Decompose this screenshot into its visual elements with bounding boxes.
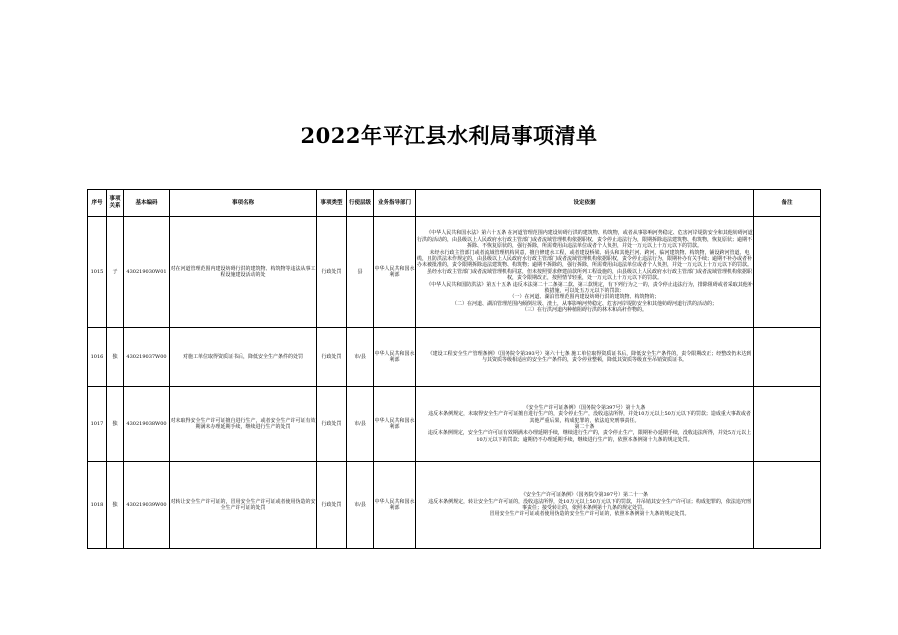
header-dept: 业务指导部门 [374, 190, 416, 217]
basis-paragraph: 《中华人民共和国防洪法》第五十五条 违反本法第二十二条第二款、第三款规定，有下列行为之一的，责令停止违法行为，排除阻碍或者采取其他补救措施，可以处五万元以下的罚款： [426, 281, 753, 295]
cell-code: 430219030W01 [124, 217, 170, 328]
cell-basis [416, 462, 754, 549]
cell-dept: 中华人民共和国水利部 [374, 462, 416, 549]
document-title: 2022年平江县水利局事项清单 [300, 123, 598, 148]
cell-name: 对未取得安全生产许可证擅自进行生产，或者安全生产许可证有效期满未办理延期手续，继续进行生产的处罚 [170, 387, 317, 462]
table-row [88, 462, 821, 549]
basis-paragraph: 违反本条例规定，未取得安全生产许可证擅自进行生产的，责令停止生产，没收违法所得，并处10万元以上50万元以下的罚款；造成重大事故或者其他严重后果，构成犯罪的，依法追究刑事责任。 [428, 411, 751, 424]
cell-dept: 中华人民共和国水利部 [374, 217, 416, 328]
cell-code: 430219038W00 [124, 387, 170, 462]
table-row [88, 387, 821, 462]
cell-seq: 1016 [88, 328, 107, 387]
cell-type: 行政处罚 [317, 217, 347, 328]
cell-level: 市/县 [347, 387, 374, 462]
header-note: 备注 [754, 190, 821, 217]
cell-note [754, 387, 821, 462]
table-row [88, 328, 821, 387]
basis-paragraph: 第二十条 [574, 424, 595, 430]
cell-note [754, 217, 821, 328]
cell-name: 对转让安全生产许可证的，冒用安全生产许可证或者使用伪造的安全生产许可证的处罚 [170, 462, 317, 549]
basis-paragraph: 《安全生产许可证条例》（国务院令第397号）第十九条 [523, 404, 646, 411]
cell-dept: 中华人民共和国水利部 [374, 387, 416, 462]
basis-paragraph: 未经水行政主管部门或者流域管理机构同意，擅自修建水工程，或者建设桥梁、码头和其他拦河、跨河、临河建筑物、构筑物，铺设跨河管道、电缆，且防洪法未作规定的，由县级以上人民政府水行政主管部门或者流域管理机构依据职权，责令停止违法行为，限期补办有关手续；逾期不补办或者补办未被批准的，责令限期拆除违法建筑物、构筑物；逾期不拆除的，强行拆除，所需费用由违法单位或者个人负担，并处一万元以上十万元以下的罚款。 [416, 249, 752, 269]
header-name: 事项名称 [170, 190, 317, 217]
header-code: 基本编码 [124, 190, 170, 217]
header-relation: 事项关系 [107, 190, 124, 217]
cell-seq: 1017 [88, 387, 107, 462]
cell-relation: 独 [107, 328, 124, 387]
cell-name: 对在河道管理范围内建设妨碍行洪的建筑物、构筑物等违法从事工程设施建设活动的处 [170, 217, 317, 328]
basis-paragraph: 冒用安全生产许可证或者使用伪造的安全生产许可证的，依照本条例第十九条的规定处罚。 [489, 511, 690, 518]
basis-paragraph: 违反本条例规定，转让安全生产许可证的，没收违法所得，处10万元以上50万元以下的罚款，并吊销其安全生产许可证；构成犯罪的，依法追究刑事责任；接受转让的，依照本条例第十九条的规定处罚。 [428, 498, 751, 511]
table-row [88, 217, 821, 328]
basis-paragraph: 虽经水行政主管部门或者流域管理机构同意，但未按照要求修建前款所列工程设施的，由县级以上人民政府水行政主管部门或者流域管理机构依据职权，责令限期改正，按照情节轻重，处一万元以上十万元以下的罚款。 [426, 268, 752, 282]
cell-note [754, 462, 821, 549]
cell-basis [416, 387, 754, 462]
basis-paragraph: （一）在河道、湖泊管理范围内建设妨碍行洪的建筑物、构筑物的； [509, 294, 660, 301]
cell-seq: 1015 [88, 217, 107, 328]
basis-paragraph: 《中华人民共和国水法》第六十五条 在河道管理范围内建设妨碍行洪的建筑物、构筑物，或者从事影响河势稳定、危害河岸堤防安全和其他妨碍河道行洪的活动的，由县级以上人民政府水行政主管部门或者流域管理机构依据职权，责令停止违法行为，限期拆除违法建筑物、构筑物，恢复原状；逾期不拆除、不恢复原状的，强行拆除，所需费用由违法单位或者个人负担，并处一万元以上十万元以下的罚款。 [416, 230, 753, 250]
cell-level: 市/县 [347, 462, 374, 549]
cell-level: 县 [347, 217, 374, 328]
header-seq: 序号 [88, 190, 107, 217]
cell-level: 市/县 [347, 328, 374, 387]
basis-paragraph: 《安全生产许可证条例》（国务院令第397号）第二十一条 [520, 492, 649, 499]
cell-type: 行政处罚 [317, 328, 347, 387]
cell-type: 行政处罚 [317, 462, 347, 549]
cell-seq: 1018 [88, 462, 107, 549]
cell-name: 对施工单位取得资质证书后，降低安全生产条件的处罚 [170, 328, 317, 387]
basis-paragraph: 《建设工程安全生产管理条例》（国务院令第393号）第六十七条 施工单位取得资质证书后，降低安全生产条件的，责令限期改正；经整改仍未达到与其资质等级相适应的安全生产条件的，责令停业整顿，降低其资质等级直至吊销资质证书。 [427, 350, 752, 363]
cell-relation: 独 [107, 387, 124, 462]
basis-paragraph: （二）在河道、湖泊管理范围内倾倒垃圾、渣土，从事影响河势稳定、危害河岸堤防安全和其他妨碍河道行洪的活动的； [451, 300, 717, 307]
cell-code: 430219037W00 [124, 328, 170, 387]
basis-paragraph: 违反本条例规定，安全生产许可证有效期满未办理延期手续，继续进行生产的，责令停止生产，限期补办延期手续，没收违法所得，并处5万元以上10万元以下的罚款；逾期仍不办理延期手续，继续进行生产的，依照本条例第十九条的规定处罚。 [427, 430, 752, 443]
header-level: 行使层级 [347, 190, 374, 217]
cell-basis [416, 328, 754, 387]
cell-note [754, 328, 821, 387]
cell-type: 行政处罚 [317, 387, 347, 462]
cell-relation: 独 [107, 462, 124, 549]
cell-relation: 子 [107, 217, 124, 328]
header-basis: 设定依据 [416, 190, 754, 217]
basis-paragraph: （三）在行洪河道内种植阻碍行洪的林木和高秆作物的。 [521, 307, 647, 314]
header-type: 事项类型 [317, 190, 347, 217]
cell-dept: 中华人民共和国水利部 [374, 328, 416, 387]
cell-basis [416, 217, 754, 328]
item-list-table [87, 189, 821, 549]
table-header-row [88, 190, 821, 217]
cell-code: 430219039W00 [124, 462, 170, 549]
